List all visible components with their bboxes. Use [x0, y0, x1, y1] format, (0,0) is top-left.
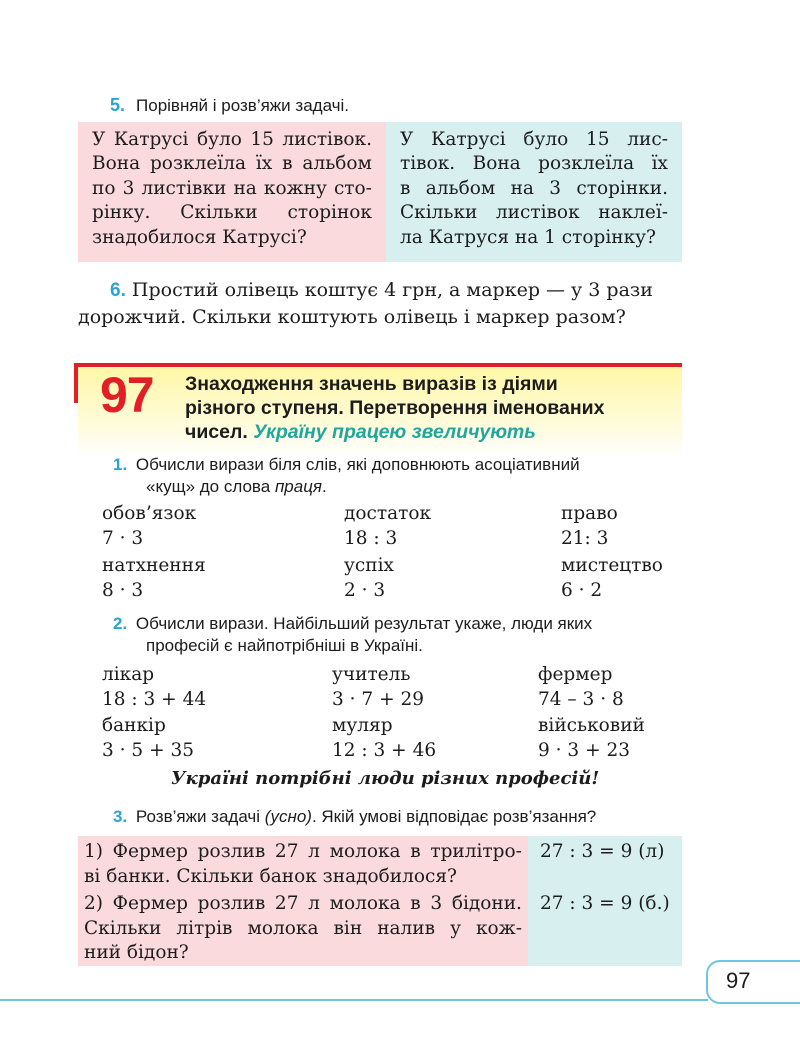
task5-number: 5.: [110, 95, 126, 115]
task2-expr: 12 : 3 + 46: [332, 740, 437, 761]
lesson-title: [185, 372, 685, 444]
task5-right-line: У Катрусі було 15 лис-: [400, 129, 668, 150]
task3-text-after: . Якій умові відповідає розв’язання?: [311, 807, 597, 826]
task2-number: 2.: [113, 614, 128, 633]
task3-solution2: 27 : 3 = 9 (б.): [540, 893, 670, 914]
task1-text2-end: .: [322, 477, 327, 496]
task5-left-line: рінку. Скільки сторінок: [92, 202, 372, 224]
task3-problem2: [84, 892, 522, 966]
bottom-rule: [0, 999, 708, 1001]
task5-heading: [110, 95, 349, 116]
task5-left-line: У Катрусі було 15 листівок.: [92, 129, 372, 150]
task2-expr: 18 : 3 + 44: [102, 689, 207, 710]
task3-solution1: 27 : 3 = 9 (л): [540, 841, 665, 862]
task3-text-italic: (усно): [264, 807, 312, 826]
task2-word: лікар: [102, 664, 155, 685]
task5-right-box: [386, 122, 682, 262]
task3-problem1-line: ві банки. Скільки банок знадобилося?: [84, 865, 457, 887]
task2-word: фермер: [538, 664, 613, 685]
task6: [78, 277, 682, 331]
task1-keyword: праця: [274, 477, 323, 496]
task1-word: достаток: [344, 503, 432, 524]
task5-left-line: Вона розклеїла їх в альбом: [92, 153, 372, 175]
task6-text1: Простий олівець коштує 4 грн, а маркер — у 3 рази: [131, 279, 653, 301]
task1-line1: [113, 454, 688, 476]
task5-left-line: знадобилося Катрусі?: [92, 226, 307, 248]
task6-number: 6.: [110, 280, 126, 301]
task1-expr: 6 · 2: [561, 580, 603, 601]
task2-expr: 9 · 3 + 23: [538, 740, 630, 761]
task6-line1: [78, 277, 682, 304]
task3-text-before: Розв’яжи задачі: [135, 807, 265, 826]
task2-line1: [113, 613, 688, 635]
lesson-number: 97: [100, 367, 154, 423]
task2-line2: професій є найпотрібніші в Україні.: [146, 636, 423, 655]
task1-number: 1.: [113, 455, 128, 474]
task3-problem2-line: 2) Фермер розлив 27 л молока в 3 бідони.: [84, 893, 522, 914]
task1-text1: Обчисли вирази біля слів, які доповнюють асоціативний: [135, 455, 580, 474]
task3-problem1: [84, 840, 522, 889]
task1-expr: 7 · 3: [102, 528, 144, 549]
task1-line2: [113, 476, 688, 498]
task3-problem2-line: ний бідон?: [84, 942, 189, 963]
task5-right-line: тівок. Вона розклеїла їх: [400, 153, 668, 175]
task5-right-line: в альбом на 3 сторінки.: [400, 177, 668, 199]
page-number-box: [706, 960, 800, 1004]
task1-word: успіх: [344, 555, 394, 576]
lesson-title-line3: [185, 420, 685, 444]
task2-word: муляр: [332, 715, 393, 736]
task1-word: натхнення: [102, 555, 206, 576]
task2-expr: 74 – 3 · 8: [538, 689, 624, 710]
lesson-title-line1: Знаходження значень виразів із діями: [185, 373, 558, 395]
task1-expr: 2 · 3: [344, 580, 386, 601]
lesson-title-line2: різного ступеня. Перетворення іменованих: [185, 397, 605, 419]
task2-word: учитель: [332, 664, 411, 685]
task3-number: 3.: [113, 807, 128, 826]
task5-instruction: Порівняй і розв’яжи задачі.: [136, 96, 350, 115]
task2-word: військовий: [538, 715, 645, 736]
task3-problem1-line: 1) Фермер розлив 27 л молока в трилітро-: [84, 841, 522, 862]
task1-word: мистецтво: [561, 555, 663, 576]
task2-word: банкір: [102, 715, 166, 736]
task3-problem2-line: Скільки літрів молока він налив у кож-: [84, 917, 522, 939]
task2-expr: 3 · 5 + 35: [102, 740, 194, 761]
task3-instruction: [113, 806, 693, 828]
task2-instruction: [113, 613, 688, 657]
task1-expr: 18 : 3: [344, 528, 398, 549]
task1-expr: 8 · 3: [102, 580, 144, 601]
task2-motto: Україні потрібні люди різних професій!: [171, 768, 600, 789]
task2-expr: 3 · 7 + 29: [332, 689, 424, 710]
task1-word: право: [561, 503, 618, 524]
task5-left-line: по 3 листівки на кожну сто-: [92, 177, 372, 199]
task2-text1: Обчисли вирази. Найбільший результат укаже, люди яких: [135, 614, 593, 633]
task5-right-line: Скільки листівок наклеї-: [400, 202, 668, 224]
lesson-subtitle: Україну працею звеличують: [253, 421, 536, 443]
task5-left-box: [78, 122, 386, 262]
lesson-title-line3-text: чисел.: [185, 421, 248, 443]
task5-right-line: ла Катруся на 1 сторінку?: [400, 226, 656, 248]
task6-line2: дорожчий. Скільки коштують олівець і маркер разом?: [78, 306, 626, 328]
page-number: 97: [726, 968, 751, 993]
task1-expr: 21: 3: [561, 528, 609, 549]
task1-instruction: [113, 454, 688, 498]
task1-text2: «кущ» до слова: [146, 477, 275, 496]
task1-word: обов’язок: [102, 503, 197, 524]
